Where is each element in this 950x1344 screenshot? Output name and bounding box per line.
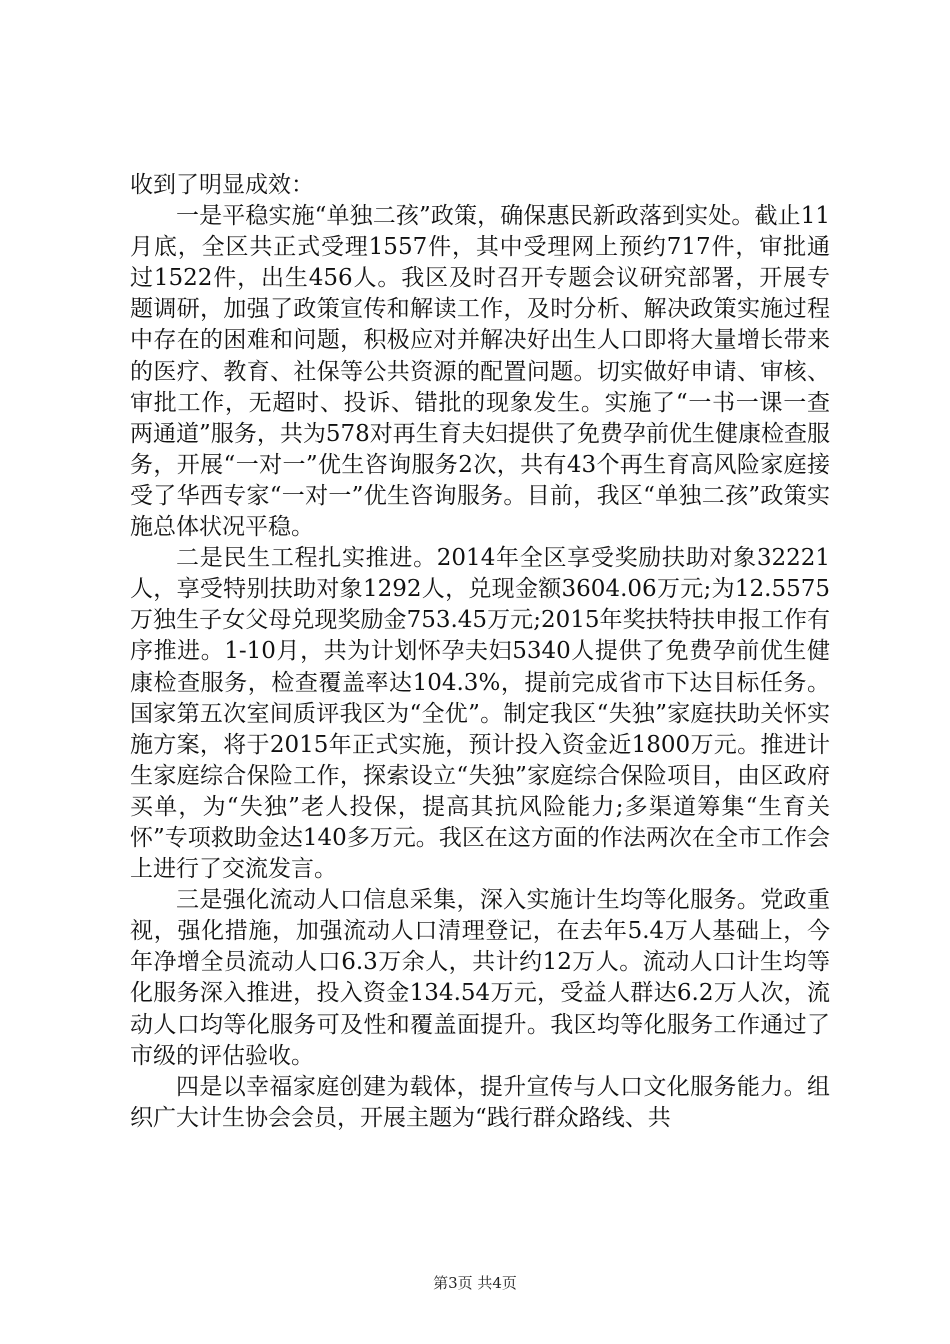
document-body (130, 170, 830, 1134)
paragraph-three: 三是强化流动人口信息采集，深入实施计生均等化服务。党政重视，强化措施，加强流动人口清理登记，在去年5.4万人基础上，今年净增全员流动人口6.3万余人，共计约12万人。流动人口计生均等化服务深入推进，投入资金134.54万元，受益人群达6.2万人次，流动人口均等化服务可及性和覆盖面提升。我区均等化服务工作通过了市级的评估验收。 (130, 887, 830, 1069)
page-footer: 第3页 共4页 (433, 1274, 517, 1292)
paragraph-one: 一是平稳实施“单独二孩”政策，确保惠民新政落到实处。截止11月底，全区共正式受理1557件，其中受理网上预约717件，审批通过1522件，出生456人。我区及时召开专题会议研究部署，开展专题调研，加强了政策宣传和解读工作，及时分析、解决政策实施过程中存在的困难和问题，积极应对并解决好出生人口即将大量增长带来的医疗、教育、社保等公共资源的配置问题。切实做好申请、审核、审批工作，无超时、投诉、错批的现象发生。实施了“一书一课一查两通道”服务，共为578对再生育夫妇提供了免费孕前优生健康检查服务，开展“一对一”优生咨询服务2次，共有43个再生育高风险家庭接受了华西专家“一对一”优生咨询服务。目前，我区“单独二孩”政策实施总体状况平稳。 (130, 203, 830, 541)
paragraph-two: 二是民生工程扎实推进。2014年全区享受奖励扶助对象32221人，享受特别扶助对象1292人，兑现金额3604.06万元;为12.5575万独生子女父母兑现奖励金753.45万元;2015年奖扶特扶申报工作有序推进。1-10月，共为计划怀孕夫妇5340人提供了免费孕前优生健康检查服务，检查覆盖率达104.3%，提前完成省市下达目标任务。国家第五次室间质评我区为“全优”。制定我区“失独”家庭扶助关怀实施方案，将于2015年正式实施，预计投入资金近1800万元。推进计生家庭综合保险工作，探索设立“失独”家庭综合保险项目，由区政府买单，为“失独”老人投保，提高其抗风险能力;多渠道筹集“生育关怀”专项救助金达140多万元。我区在这方面的作法两次在全市工作会上进行了交流发言。 (130, 545, 830, 883)
paragraph-four: 四是以幸福家庭创建为载体，提升宣传与人口文化服务能力。组织广大计生协会会员，开展主题为“践行群众路线、共 (130, 1073, 830, 1131)
paragraph-intro: 收到了明显成效： (130, 172, 314, 198)
